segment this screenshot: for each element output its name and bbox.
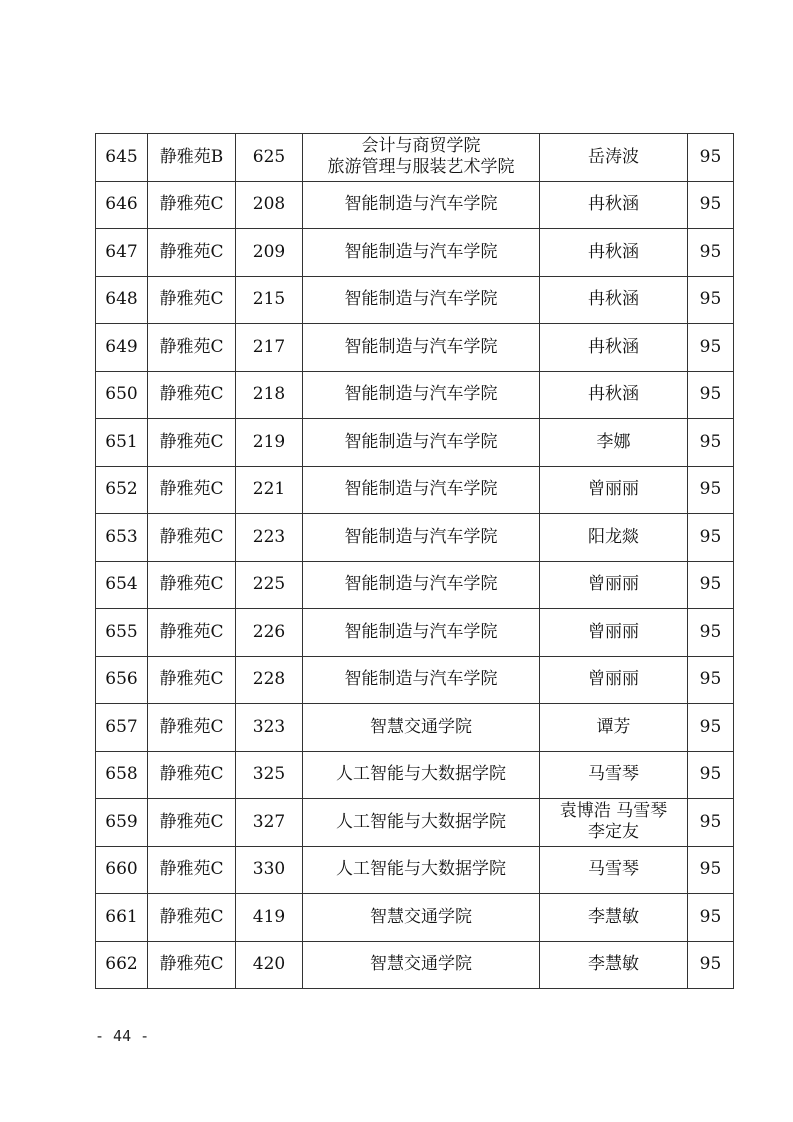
person-cell (540, 941, 688, 989)
table-row (96, 846, 734, 894)
table-row (96, 894, 734, 942)
college-cell-line: 旅游管理与服装艺术学院 (327, 157, 515, 178)
row-number-cell: 653 (96, 514, 148, 562)
score-cell: 95 (688, 229, 734, 277)
score-cell: 95 (688, 799, 734, 847)
row-number-cell: 658 (96, 751, 148, 799)
person-cell-line: 曾丽丽 (588, 621, 639, 642)
college-cell-line: 智能制造与汽车学院 (344, 241, 498, 262)
person-cell-line: 李定友 (588, 822, 639, 843)
college-cell (303, 134, 540, 182)
row-number-cell: 659 (96, 799, 148, 847)
score-cell: 95 (688, 181, 734, 229)
table-row (96, 181, 734, 229)
person-cell (540, 561, 688, 609)
score-cell: 95 (688, 466, 734, 514)
table-row (96, 704, 734, 752)
score-cell: 95 (688, 609, 734, 657)
row-number-cell: 657 (96, 704, 148, 752)
person-cell-line: 冉秋涵 (588, 289, 639, 310)
college-cell (303, 276, 540, 324)
row-number-cell: 660 (96, 846, 148, 894)
room-cell: 419 (236, 894, 303, 942)
building-cell: 静雅苑C (148, 799, 236, 847)
row-number-cell: 655 (96, 609, 148, 657)
row-number-cell: 651 (96, 419, 148, 467)
college-cell (303, 466, 540, 514)
table-row (96, 324, 734, 372)
score-cell: 95 (688, 371, 734, 419)
college-cell (303, 941, 540, 989)
person-cell (540, 324, 688, 372)
college-cell (303, 229, 540, 277)
room-cell: 219 (236, 419, 303, 467)
college-cell (303, 609, 540, 657)
person-cell (540, 181, 688, 229)
table-row (96, 514, 734, 562)
building-cell: 静雅苑C (148, 514, 236, 562)
person-cell-line: 阳龙燚 (588, 526, 639, 547)
college-cell (303, 419, 540, 467)
building-cell: 静雅苑C (148, 181, 236, 229)
person-cell-line: 冉秋涵 (588, 194, 639, 215)
score-cell: 95 (688, 561, 734, 609)
building-cell: 静雅苑C (148, 894, 236, 942)
college-cell-line: 智能制造与汽车学院 (344, 669, 498, 690)
college-cell-line: 人工智能与大数据学院 (336, 811, 506, 832)
college-cell (303, 514, 540, 562)
college-cell-line: 智慧交通学院 (370, 906, 472, 927)
room-cell: 228 (236, 656, 303, 704)
table-row (96, 799, 734, 847)
person-cell-line: 冉秋涵 (588, 336, 639, 357)
table-row (96, 941, 734, 989)
building-cell: 静雅苑C (148, 324, 236, 372)
building-cell: 静雅苑C (148, 656, 236, 704)
college-cell-line: 智能制造与汽车学院 (344, 336, 498, 357)
room-cell: 330 (236, 846, 303, 894)
college-cell-line: 智能制造与汽车学院 (344, 384, 498, 405)
person-cell (540, 371, 688, 419)
room-cell: 226 (236, 609, 303, 657)
row-number-cell: 647 (96, 229, 148, 277)
row-number-cell: 645 (96, 134, 148, 182)
table-body (96, 134, 734, 989)
person-cell (540, 134, 688, 182)
building-cell: 静雅苑C (148, 609, 236, 657)
person-cell-line: 李慧敏 (588, 954, 639, 975)
table-row (96, 229, 734, 277)
room-cell: 325 (236, 751, 303, 799)
college-cell-line: 会计与商贸学院 (361, 136, 481, 157)
college-cell (303, 324, 540, 372)
college-cell (303, 561, 540, 609)
person-cell-line: 岳涛波 (588, 146, 639, 167)
table-row (96, 466, 734, 514)
room-cell: 327 (236, 799, 303, 847)
person-cell-line: 袁博浩 马雪琴 (559, 801, 668, 822)
building-cell: 静雅苑B (148, 134, 236, 182)
building-cell: 静雅苑C (148, 561, 236, 609)
college-cell-line: 智慧交通学院 (370, 716, 472, 737)
person-cell (540, 466, 688, 514)
score-cell: 95 (688, 751, 734, 799)
score-cell: 95 (688, 894, 734, 942)
college-cell-line: 人工智能与大数据学院 (336, 859, 506, 880)
person-cell-line: 李娜 (596, 431, 631, 452)
college-cell (303, 656, 540, 704)
person-cell-line: 曾丽丽 (588, 669, 639, 690)
person-cell (540, 751, 688, 799)
person-cell (540, 894, 688, 942)
college-cell (303, 751, 540, 799)
college-cell-line: 智能制造与汽车学院 (344, 574, 498, 595)
score-cell: 95 (688, 134, 734, 182)
table-row (96, 656, 734, 704)
row-number-cell: 652 (96, 466, 148, 514)
person-cell-line: 谭芳 (596, 716, 631, 737)
building-cell: 静雅苑C (148, 371, 236, 419)
row-number-cell: 661 (96, 894, 148, 942)
row-number-cell: 649 (96, 324, 148, 372)
room-cell: 208 (236, 181, 303, 229)
person-cell-line: 曾丽丽 (588, 479, 639, 500)
college-cell-line: 智能制造与汽车学院 (344, 289, 498, 310)
table-row (96, 419, 734, 467)
person-cell (540, 704, 688, 752)
score-cell: 95 (688, 704, 734, 752)
table-row (96, 134, 734, 182)
college-cell-line: 人工智能与大数据学院 (336, 764, 506, 785)
college-cell (303, 704, 540, 752)
row-number-cell: 656 (96, 656, 148, 704)
score-cell: 95 (688, 419, 734, 467)
person-cell-line: 李慧敏 (588, 906, 639, 927)
building-cell: 静雅苑C (148, 751, 236, 799)
person-cell (540, 656, 688, 704)
score-cell: 95 (688, 276, 734, 324)
person-cell-line: 冉秋涵 (588, 241, 639, 262)
building-cell: 静雅苑C (148, 466, 236, 514)
page-number: - 44 - (95, 1027, 150, 1045)
person-cell-line: 曾丽丽 (588, 574, 639, 595)
row-number-cell: 650 (96, 371, 148, 419)
person-cell (540, 514, 688, 562)
college-cell-line: 智能制造与汽车学院 (344, 431, 498, 452)
college-cell (303, 894, 540, 942)
college-cell-line: 智能制造与汽车学院 (344, 526, 498, 547)
table-row (96, 609, 734, 657)
building-cell: 静雅苑C (148, 941, 236, 989)
score-cell: 95 (688, 656, 734, 704)
room-cell: 420 (236, 941, 303, 989)
college-cell-line: 智能制造与汽车学院 (344, 479, 498, 500)
person-cell (540, 419, 688, 467)
room-cell: 625 (236, 134, 303, 182)
person-cell (540, 276, 688, 324)
building-cell: 静雅苑C (148, 276, 236, 324)
person-cell (540, 609, 688, 657)
room-cell: 209 (236, 229, 303, 277)
score-cell: 95 (688, 941, 734, 989)
room-cell: 323 (236, 704, 303, 752)
college-cell-line: 智能制造与汽车学院 (344, 194, 498, 215)
college-cell (303, 846, 540, 894)
person-cell (540, 799, 688, 847)
person-cell-line: 冉秋涵 (588, 384, 639, 405)
building-cell: 静雅苑C (148, 419, 236, 467)
score-cell: 95 (688, 846, 734, 894)
person-cell (540, 229, 688, 277)
room-cell: 221 (236, 466, 303, 514)
row-number-cell: 648 (96, 276, 148, 324)
building-cell: 静雅苑C (148, 704, 236, 752)
person-cell-line: 马雪琴 (588, 764, 639, 785)
table-row (96, 276, 734, 324)
score-cell: 95 (688, 324, 734, 372)
row-number-cell: 662 (96, 941, 148, 989)
college-cell (303, 371, 540, 419)
building-cell: 静雅苑C (148, 846, 236, 894)
room-cell: 217 (236, 324, 303, 372)
table-row (96, 561, 734, 609)
college-cell (303, 181, 540, 229)
row-number-cell: 646 (96, 181, 148, 229)
person-cell (540, 846, 688, 894)
score-cell: 95 (688, 514, 734, 562)
college-cell (303, 799, 540, 847)
dormitory-score-table (95, 133, 734, 989)
room-cell: 215 (236, 276, 303, 324)
table-row (96, 371, 734, 419)
table-row (96, 751, 734, 799)
row-number-cell: 654 (96, 561, 148, 609)
room-cell: 218 (236, 371, 303, 419)
building-cell: 静雅苑C (148, 229, 236, 277)
college-cell-line: 智能制造与汽车学院 (344, 621, 498, 642)
person-cell-line: 马雪琴 (588, 859, 639, 880)
college-cell-line: 智慧交通学院 (370, 954, 472, 975)
room-cell: 223 (236, 514, 303, 562)
room-cell: 225 (236, 561, 303, 609)
